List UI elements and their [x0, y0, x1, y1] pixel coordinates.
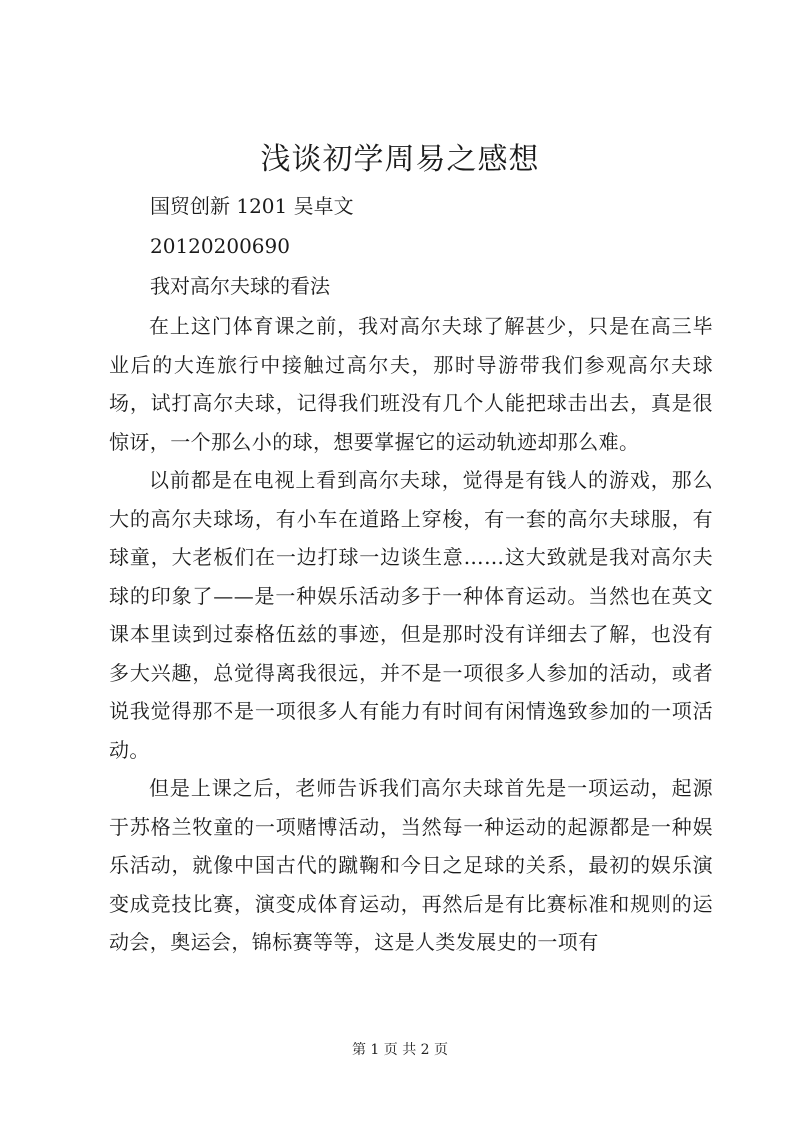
paragraph-3: 但是上课之后，老师告诉我们高尔夫球首先是一项运动，起源于苏格兰牧童的一项赌博活动，当然每一种运动的起源都是一种娱乐活动，就像中国古代的蹴鞠和今日之足球的关系，最初的娱乐演变成竞技比赛，演变成体育运动，再然后是有比赛标准和规则的运动会，奥运会，锦标赛等等，这是人类发展史的一项有	[109, 776, 713, 954]
paragraph-1: 在上这门体育课之前，我对高尔夫球了解甚少，只是在高三毕业后的大连旅行中接触过高尔夫，那时导游带我们参观高尔夫球场，试打高尔夫球，记得我们班没有几个人能把球击出去，真是很惊讶，一个那么小的球，想要掌握它的运动轨迹却那么难。	[109, 314, 713, 454]
essay-body	[109, 307, 713, 962]
student-id: 20120200690	[150, 234, 290, 258]
essay-subtitle: 我对高尔夫球的看法	[150, 274, 330, 298]
page-footer: 第 1 页 共 2 页	[351, 1042, 449, 1058]
paragraph-2: 以前都是在电视上看到高尔夫球，觉得是有钱人的游戏，那么大的高尔夫球场，有小车在道路上穿梭，有一套的高尔夫球服，有球童，大老板们在一边打球一边谈生意……这大致就是我对高尔夫球的印象了——是一种娱乐活动多于一种体育运动。当然也在英文课本里读到过泰格伍兹的事迹，但是那时没有详细去了解，也没有多大兴趣，总觉得离我很远，并不是一项很多人参加的活动，或者说我觉得那不是一项很多人有能力有时间有闲情逸致参加的一项活动。	[109, 468, 713, 762]
author-line: 国贸创新 1201 吴卓文	[150, 194, 354, 218]
document-title: 浅谈初学周易之感想	[260, 142, 540, 177]
